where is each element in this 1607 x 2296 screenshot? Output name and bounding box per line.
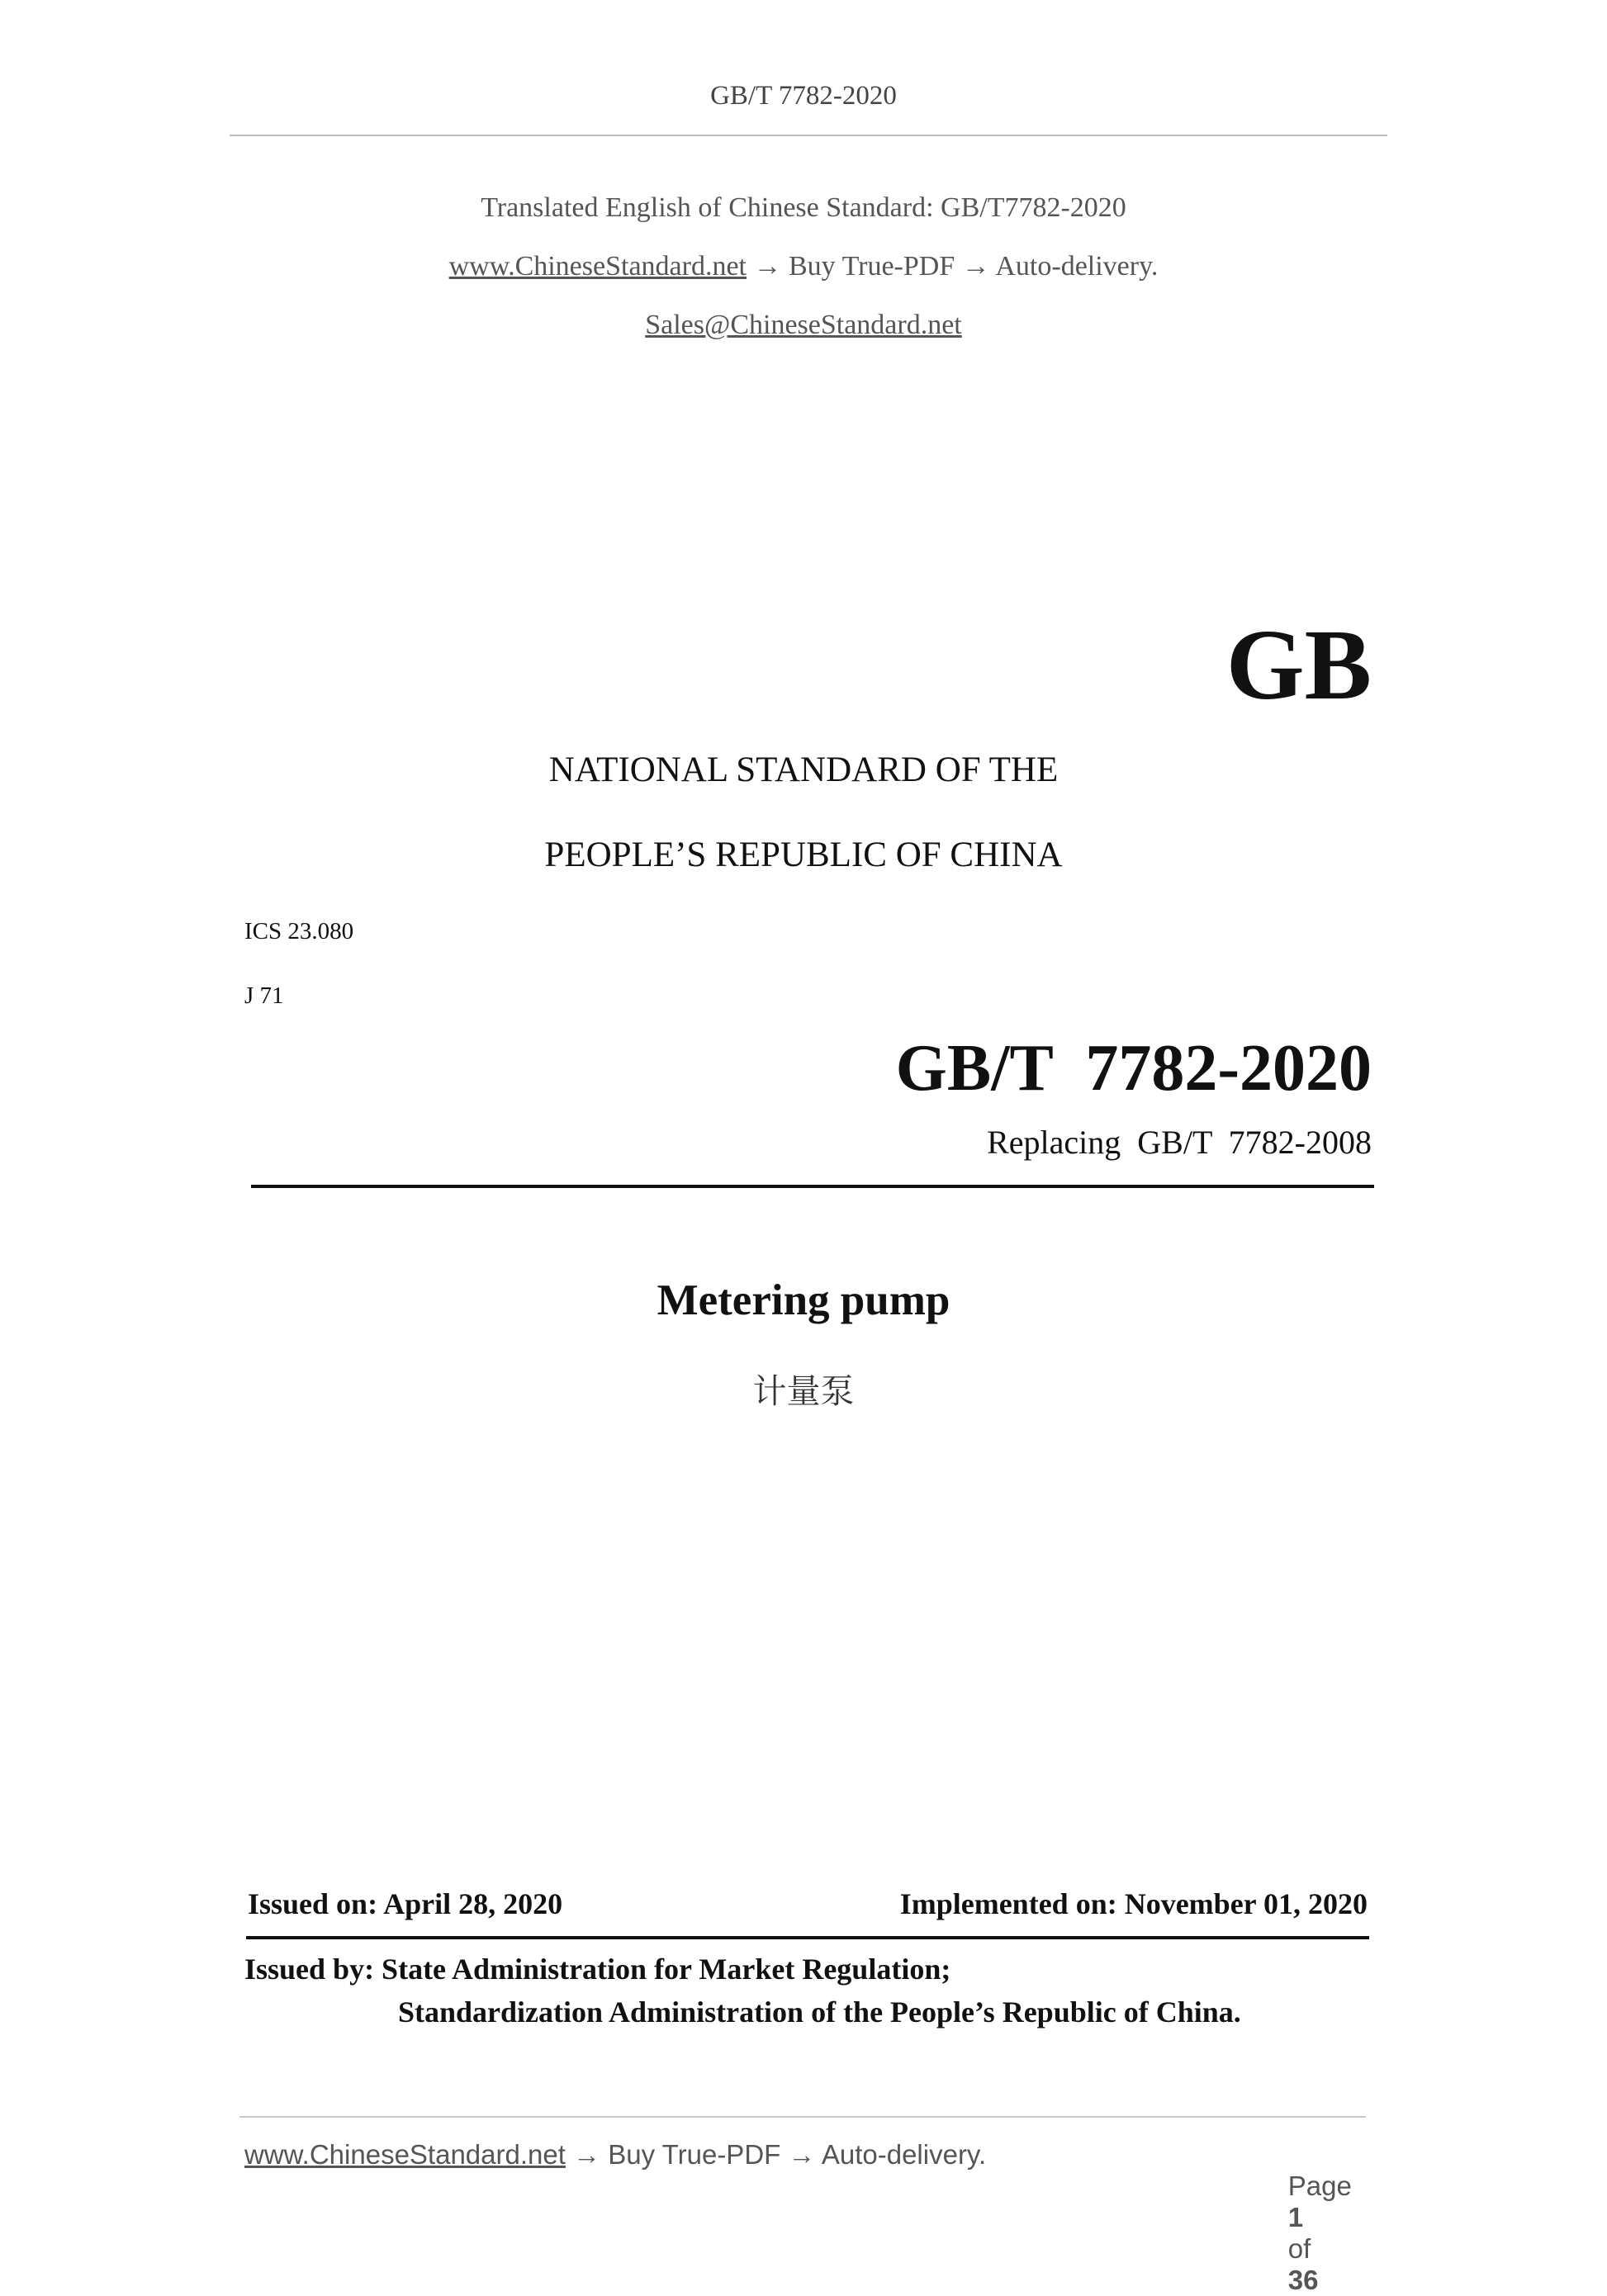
issued-by-line-1: Issued by: State Administration for Market Regulation; [244, 1953, 951, 1986]
site-link[interactable]: www.ChineseStandard.net [448, 251, 747, 282]
issued-by-line-2: Standardization Administration of the People’s Republic of China. [398, 1995, 1241, 2029]
of-label: of [1287, 2233, 1311, 2264]
standard-number: GB/T 7782-2020 [895, 1032, 1372, 1105]
national-standard-line-2: PEOPLE’S REPUBLIC OF CHINA [544, 836, 1063, 874]
running-header [0, 81, 1607, 111]
buy-true-pdf-text: Buy True-PDF [789, 251, 955, 282]
issued-on-date: Issued on: April 28, 2020 [248, 1887, 563, 1920]
auto-delivery-text: Auto-delivery. [995, 251, 1159, 282]
implemented-on-date: Implemented on: November 01, 2020 [899, 1887, 1368, 1920]
footer-divider [239, 2116, 1366, 2118]
page-label: Page [1287, 2171, 1352, 2201]
issue-divider [246, 1936, 1369, 1939]
document-title-chinese: 计量泵 [752, 1372, 855, 1410]
promo-line-3 [0, 310, 1607, 341]
document-title: Metering pump [657, 1276, 950, 1324]
footer-delivery-text: Auto-delivery. [821, 2139, 987, 2170]
sales-email-link[interactable]: Sales@ChineseStandard.net [645, 310, 962, 340]
arrow-icon: → [788, 2139, 816, 2170]
footer-site-link[interactable]: www.ChineseStandard.net [244, 2139, 566, 2170]
footer-links [244, 2139, 986, 2171]
arrow-icon: → [753, 251, 782, 282]
page-number: 1 [1287, 2202, 1304, 2232]
replacing-standard: Replacing GB/T 7782-2008 [987, 1124, 1372, 1161]
running-title: GB/T 7782-2020 [710, 81, 897, 111]
page-total: 36 [1287, 2265, 1319, 2295]
national-standard-line-1: NATIONAL STANDARD OF THE [548, 750, 1059, 789]
arrow-icon: → [573, 2139, 601, 2170]
promo-line-1 [0, 192, 1607, 224]
gb-mark: GB [1225, 609, 1372, 721]
number-divider [251, 1185, 1374, 1188]
footer-buy-text: Buy True-PDF [608, 2139, 781, 2170]
promo-line-2 [0, 251, 1607, 282]
ccs-code: J 71 [244, 982, 284, 1009]
ics-code: ICS 23.080 [244, 918, 354, 944]
header-divider [230, 135, 1387, 136]
arrow-icon: → [961, 251, 990, 282]
promo-translation-text: Translated English of Chinese Standard: GB/T7782-2020 [481, 192, 1126, 223]
